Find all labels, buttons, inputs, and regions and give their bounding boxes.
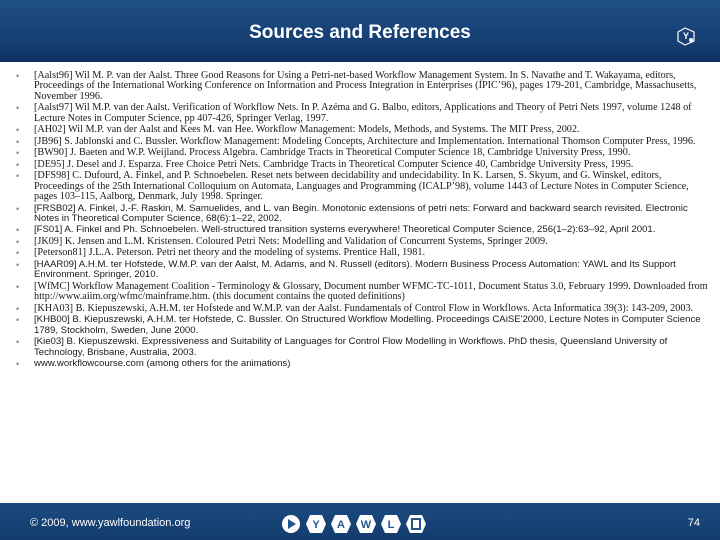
- yawl-logo-icon: [676, 26, 696, 46]
- svg-text:W: W: [360, 519, 372, 531]
- reference-item: • [WfMC] Workflow Management Coalition - Terminology & Glossary, Document number WFMC-TC-1011, Document Status 3.0, February 1999. Downloaded from http://www.aiim.org/wfmc/mainframe.htm. (this document contains the quoted definitions): [14, 282, 712, 303]
- slide-title: Sources and References: [249, 22, 471, 43]
- reference-item: • [KHA03] B. Kiepuszewski, A.H.M. ter Hofstede and W.M.P. van der Aalst. Fundamentals of Control Flow in Workflows. Acta Informatica 39(3): 143-209, 2003.: [14, 304, 712, 314]
- l-letter-icon[interactable]: [380, 514, 402, 534]
- reference-item: • [HAAR09] A.H.M. ter Hofstede, W.M.P. van der Aalst, M. Adams, and N. Russell (editors). Modern Business Process Automation: YAWL and Its Support Environment. Springer, 2010.: [14, 260, 712, 281]
- page-number: 74: [687, 517, 700, 529]
- reference-item: • www.workflowcourse.com (among others for the animations): [14, 359, 712, 369]
- reference-item: • [Kie03] B. Kiepuszewski. Expressiveness and Suitability of Languages for Control Flow Modelling in Workflows. PhD thesis, Queensland University of Technology, Brisbane, Australia, 2003.: [14, 337, 712, 358]
- references-list: [14, 71, 712, 369]
- reference-item: • [FRSB02] A. Finkel, J.-F. Raskin, M. Samuelides, and L. van Begin. Monotonic extensions of petri nets: Forward and backward search revisited. Electronic Notes in Theoretical Computer Science, 68(6):1–22, 2002.: [14, 204, 712, 225]
- slide-footer: [0, 503, 720, 540]
- slide-header: [0, 0, 720, 62]
- reference-item: • [DE95] J. Desel and J. Esparza. Free Choice Petri Nets. Cambridge Tracts in Theoretical Computer Science 40, Cambridge University Press, 1995.: [14, 160, 712, 170]
- copyright-text: © 2009, www.yawlfoundation.org: [30, 517, 191, 529]
- reference-item: • [KHB00] B. Kiepuszewski, A.H.M. ter Hofstede, C. Bussler. On Structured Workflow Modelling. Proceedings CAiSE'2000, Lecture Notes in Computer Science 1789, Stockholm, Sweden, June 2000.: [14, 315, 712, 336]
- reference-item: • [Aalst96] Wil M. P. van der Aalst. Three Good Reasons for Using a Petri-net-based Workflow Management System. In S. Navathe and T. Wakayama, editors, Proceedings of the International Working Conference on Information and Process Integration in Enterprises (IPIC’96), pages 179-201, Cambridge, Massachusetts, November 1996.: [14, 71, 712, 102]
- a-letter-icon[interactable]: [330, 514, 352, 534]
- svg-text:L: L: [387, 519, 395, 531]
- reference-item: • [DFS98] C. Dufourd, A. Finkel, and P. Schnoebelen. Reset nets between decidability and undecidability. In K. Larsen, S. Skyum, and G. Winskel, editors, Proceedings of the 25th International Colloquium on Automata, Languages and Programming (ICALP’98), volume 1443 of Lecture Notes in Computer Science, pages 103–115, Aalborg, Denmark, July 1998. Springer.: [14, 171, 712, 202]
- reference-item: • [Peterson81] J.L.A. Peterson. Petri net theory and the modeling of systems. Prentice Hall, 1981.: [14, 248, 712, 258]
- stop-icon[interactable]: [405, 514, 427, 534]
- reference-item: • [BW90] J. Baeten and W.P. Weijland. Process Algebra. Cambridge Tracts in Theoretical Computer Science 18, Cambridge University Press, 1990.: [14, 148, 712, 158]
- reference-item: • [FS01] A. Finkel and Ph. Schnoebelen. Well-structured transition systems everywhere! Theoretical Computer Science, 256(1–2):63–92, April 2001.: [14, 225, 712, 235]
- y-letter-icon[interactable]: [305, 514, 327, 534]
- reference-item: • [AH02] Wil M.P. van der Aalst and Kees M. van Hee. Workflow Management: Models, Methods, and Systems. The MIT Press, 2002.: [14, 125, 712, 135]
- svg-text:Y: Y: [312, 519, 320, 531]
- svg-text:Y: Y: [683, 31, 690, 41]
- reference-item: • [Aalst97] Wil M.P. van der Aalst. Verification of Workflow Nets. In P. Azéma and G. Balbo, editors, Applications and Theory of Petri Nets 1997, volume 1248 of Lecture Notes in Computer Science, pp 407-426, Springer Verlag, 1997.: [14, 103, 712, 124]
- reference-item: • [JB96] S. Jablonski and C. Bussler. Workflow Management: Modeling Concepts, Architecture and Implementation. International Thomson Computer Press, 1996.: [14, 137, 712, 147]
- play-icon[interactable]: [280, 514, 302, 534]
- references-section: [14, 71, 712, 371]
- w-letter-icon[interactable]: [355, 514, 377, 534]
- reference-item: • [JK09] K. Jensen and L.M. Kristensen. Coloured Petri Nets: Modelling and Validation of Concurrent Systems, Springer 2009.: [14, 237, 712, 247]
- svg-text:A: A: [337, 519, 345, 531]
